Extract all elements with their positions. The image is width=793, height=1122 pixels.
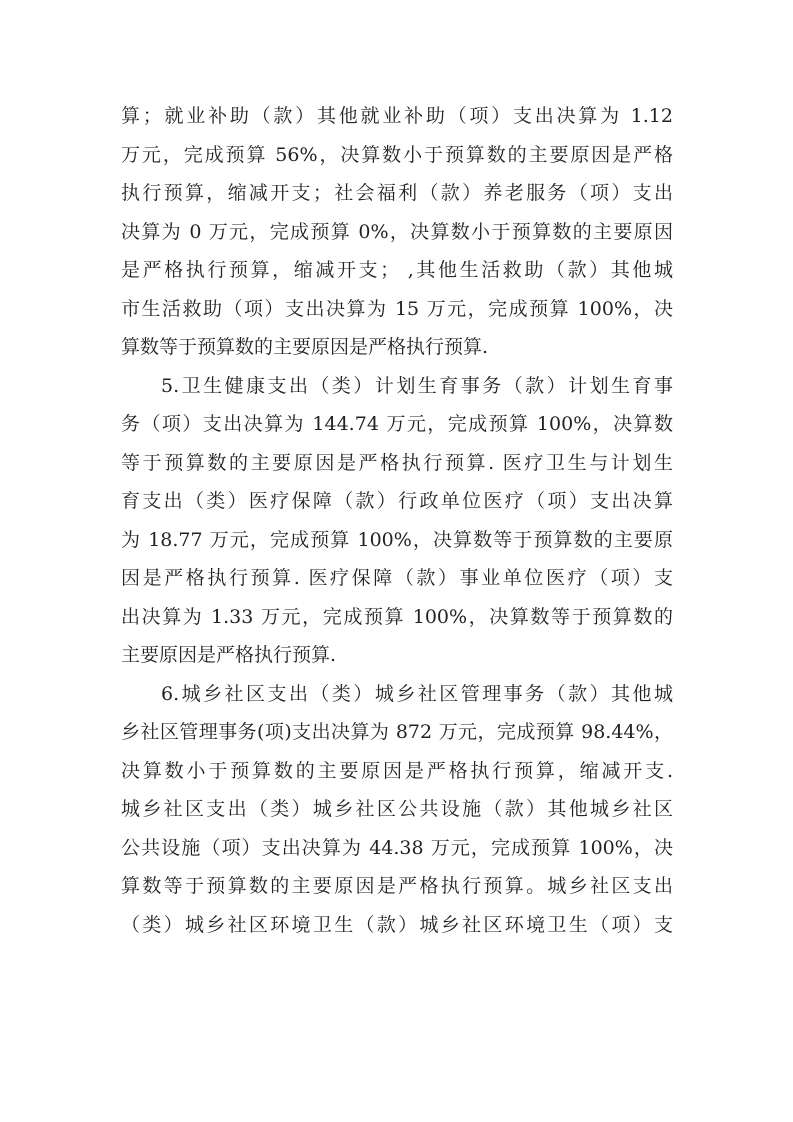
text-line: 城乡社区支出（类）城乡社区公共设施（款）其他城乡社区 bbox=[121, 798, 673, 820]
text-line: 万元，完成预算 56%，决算数小于预算数的主要原因是严格 bbox=[121, 143, 673, 166]
body-text bbox=[121, 97, 673, 944]
text-line: 市生活救助（项）支出决算为 15 万元，完成预算 100%，决 bbox=[121, 297, 673, 320]
text-line: 乡社区管理事务(项)支出决算为 872 万元，完成预算 98.44%， bbox=[121, 721, 673, 743]
text-line: 算数等于预算数的主要原因是严格执行预算. bbox=[121, 336, 489, 358]
text-line: 5.卫生健康支出（类）计划生育事务（款）计划生育事 bbox=[161, 374, 673, 397]
text-line: 是严格执行预算，缩减开支； ,其他生活救助（款）其他城 bbox=[121, 259, 673, 281]
text-line: 为 18.77 万元，完成预算 100%，决算数等于预算数的主要原 bbox=[121, 528, 673, 551]
text-line: （类）城乡社区环境卫生（款）城乡社区环境卫生（项）支 bbox=[121, 913, 673, 936]
text-line: 因是严格执行预算. 医疗保障（款）事业单位医疗（项）支 bbox=[121, 567, 673, 589]
text-line: 决算数小于预算数的主要原因是严格执行预算，缩减开支. bbox=[121, 759, 673, 782]
text-line: 算；就业补助（款）其他就业补助（项）支出决算为 1.12 bbox=[121, 105, 673, 127]
text-line: 公共设施（项）支出决算为 44.38 万元，完成预算 100%，决 bbox=[121, 836, 673, 859]
text-line: 主要原因是严格执行预算. bbox=[121, 644, 337, 666]
text-line: 务（项）支出决算为 144.74 万元，完成预算 100%，决算数 bbox=[121, 413, 673, 435]
text-line: 决算为 0 万元，完成预算 0%，决算数小于预算数的主要原因 bbox=[121, 220, 673, 243]
text-line: 6.城乡社区支出（类）城乡社区管理事务（款）其他城 bbox=[161, 682, 673, 705]
text-line: 等于预算数的主要原因是严格执行预算. 医疗卫生与计划生 bbox=[121, 451, 673, 474]
text-line: 算数等于预算数的主要原因是严格执行预算。城乡社区支出 bbox=[121, 875, 673, 897]
text-line: 出决算为 1.33 万元，完成预算 100%，决算数等于预算数的 bbox=[121, 605, 673, 628]
text-line: 育支出（类）医疗保障（款）行政单位医疗（项）支出决算 bbox=[121, 490, 673, 512]
text-line: 执行预算，缩减开支；社会福利（款）养老服务（项）支出 bbox=[121, 182, 673, 204]
